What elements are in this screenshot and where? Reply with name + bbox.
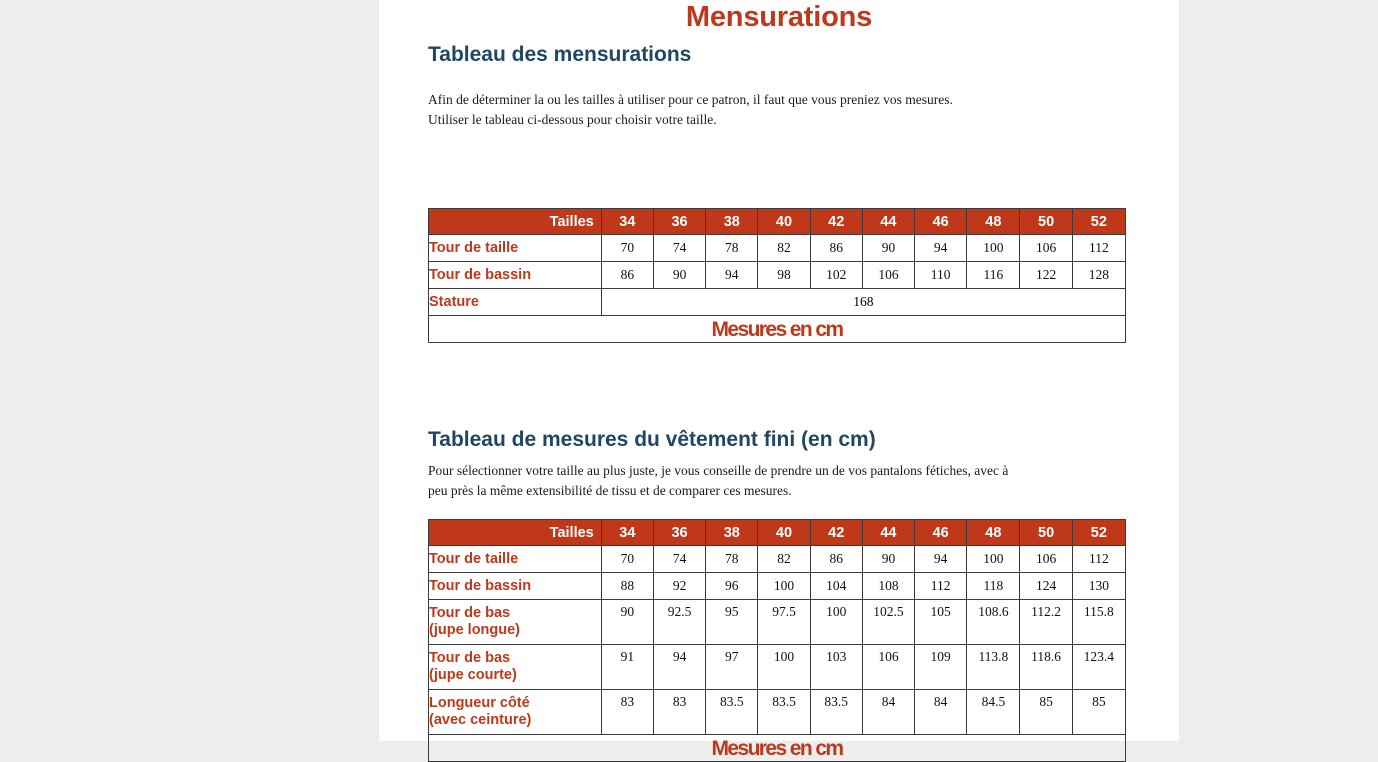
- section-1-intro-line-2: Utiliser le tableau ci-dessous pour choisir votre taille.: [428, 112, 717, 127]
- cell: 90: [862, 235, 914, 262]
- section-2-intro-line-1: Pour sélectionner votre taille au plus juste, je vous conseille de prendre un de vos pantalons fétiches, avec à: [428, 463, 1009, 478]
- cell: 128: [1072, 262, 1125, 289]
- section-2-intro: [428, 461, 1068, 501]
- size-header: 42: [810, 209, 862, 235]
- cell: 106: [862, 262, 914, 289]
- row-label-stature: Stature: [429, 289, 602, 316]
- cell: 106: [862, 645, 914, 690]
- cell: 124: [1020, 573, 1072, 600]
- spacer: [379, 343, 1179, 419]
- size-header: 34: [601, 520, 653, 546]
- cell: 70: [601, 235, 653, 262]
- cell: 112: [1072, 235, 1125, 262]
- cell: 108: [862, 573, 914, 600]
- size-header: 38: [706, 520, 758, 546]
- size-header: 46: [915, 209, 967, 235]
- cell: 95: [706, 600, 758, 645]
- cell: 110: [915, 262, 967, 289]
- table-footer: [429, 735, 1126, 762]
- cell: 96: [706, 573, 758, 600]
- size-header: 52: [1072, 520, 1125, 546]
- row-label: Tour de bassin: [429, 573, 602, 600]
- cell: 103: [810, 645, 862, 690]
- cell: 84: [915, 690, 967, 735]
- cell: 74: [653, 235, 705, 262]
- cell: 90: [653, 262, 705, 289]
- size-header: 40: [758, 209, 810, 235]
- cell: 106: [1020, 235, 1072, 262]
- cell: 84: [862, 690, 914, 735]
- cell: 100: [758, 645, 810, 690]
- cell: 122: [1020, 262, 1072, 289]
- section-2-heading: Tableau de mesures du vêtement fini (en cm): [428, 428, 876, 451]
- section-2-intro-line-2: peu près la même extensibilité de tissu et de comparer ces mesures.: [428, 483, 792, 498]
- table-row: [429, 645, 1126, 690]
- cell: 97: [706, 645, 758, 690]
- cell: 118: [967, 573, 1020, 600]
- page-title: Mensurations: [685, 1, 873, 33]
- row-label-line-1: Longueur côté: [429, 695, 530, 711]
- size-header: 44: [862, 209, 914, 235]
- cell: 78: [706, 546, 758, 573]
- table-footer-label: Mesures en cm: [711, 737, 843, 760]
- cell: 83: [653, 690, 705, 735]
- size-header: 46: [915, 520, 967, 546]
- cell: 83: [601, 690, 653, 735]
- table-header-row: [429, 520, 1126, 546]
- cell: 130: [1072, 573, 1125, 600]
- cell: 104: [810, 573, 862, 600]
- cell: 100: [810, 600, 862, 645]
- table-row: [429, 262, 1126, 289]
- size-header: 36: [653, 520, 705, 546]
- row-label-line-2: (avec ceinture): [429, 712, 532, 728]
- stature-value: 168: [601, 289, 1125, 316]
- cell: 109: [915, 645, 967, 690]
- size-header: 36: [653, 209, 705, 235]
- size-header: 38: [706, 209, 758, 235]
- size-header: 44: [862, 520, 914, 546]
- cell: 112: [915, 573, 967, 600]
- row-label: Tour de bassin: [429, 262, 602, 289]
- cell: 90: [601, 600, 653, 645]
- cell: 86: [810, 546, 862, 573]
- cell: 118.6: [1020, 645, 1072, 690]
- cell: 115.8: [1072, 600, 1125, 645]
- cell: 82: [758, 235, 810, 262]
- cell: 83.5: [810, 690, 862, 735]
- size-header: 48: [967, 520, 1020, 546]
- cell: 70: [601, 546, 653, 573]
- cell: 88: [601, 573, 653, 600]
- cell: 106: [1020, 546, 1072, 573]
- row-label: [429, 645, 602, 690]
- size-header: 48: [967, 209, 1020, 235]
- cell: 97.5: [758, 600, 810, 645]
- cell: 83.5: [758, 690, 810, 735]
- cell: 112.2: [1020, 600, 1072, 645]
- size-header: 52: [1072, 209, 1125, 235]
- cell: 113.8: [967, 645, 1020, 690]
- section-1-intro-line-1: Afin de déterminer la ou les tailles à utiliser pour ce patron, il faut que vous preniez vos mesures.: [428, 92, 953, 107]
- row-label-line-2: (jupe longue): [429, 622, 521, 638]
- mensurations-table: [428, 208, 1126, 343]
- table-row: [429, 690, 1126, 735]
- table-footer-row: [429, 735, 1126, 762]
- cell: 92: [653, 573, 705, 600]
- cell: 78: [706, 235, 758, 262]
- cell: 100: [967, 546, 1020, 573]
- size-header: 50: [1020, 209, 1072, 235]
- size-header: 34: [601, 209, 653, 235]
- cell: 105: [915, 600, 967, 645]
- table-row: [429, 600, 1126, 645]
- cell: 100: [967, 235, 1020, 262]
- section-1-intro: [428, 90, 1068, 130]
- cell: 84.5: [967, 690, 1020, 735]
- cell: 85: [1072, 690, 1125, 735]
- cell: 94: [915, 235, 967, 262]
- cell: 94: [653, 645, 705, 690]
- cell: 94: [706, 262, 758, 289]
- vetement-fini-table: [428, 519, 1126, 762]
- cell: 90: [862, 546, 914, 573]
- row-label: [429, 600, 602, 645]
- cell: 86: [601, 262, 653, 289]
- cell: 86: [810, 235, 862, 262]
- cell: 74: [653, 546, 705, 573]
- row-label-line-2: (jupe courte): [429, 667, 517, 683]
- table-row-stature: [429, 289, 1126, 316]
- row-label: [429, 690, 602, 735]
- cell: 108.6: [967, 600, 1020, 645]
- cell: 102.5: [862, 600, 914, 645]
- table-corner-label: Tailles: [429, 520, 602, 546]
- cell: 100: [758, 573, 810, 600]
- document-page: [379, 0, 1179, 760]
- cell: 82: [758, 546, 810, 573]
- table-header-row: [429, 209, 1126, 235]
- table-footer: [429, 316, 1126, 343]
- cell: 116: [967, 262, 1020, 289]
- table-footer-row: [429, 316, 1126, 343]
- table-corner-label: Tailles: [429, 209, 602, 235]
- spacer: [379, 501, 1179, 519]
- cell: 112: [1072, 546, 1125, 573]
- size-header: 50: [1020, 520, 1072, 546]
- table-row: [429, 546, 1126, 573]
- cell: 91: [601, 645, 653, 690]
- cell: 83.5: [706, 690, 758, 735]
- cell: 102: [810, 262, 862, 289]
- row-label: Tour de taille: [429, 235, 602, 262]
- size-header: 42: [810, 520, 862, 546]
- row-label: Tour de taille: [429, 546, 602, 573]
- cell: 92.5: [653, 600, 705, 645]
- cell: 85: [1020, 690, 1072, 735]
- cell: 123.4: [1072, 645, 1125, 690]
- cell: 98: [758, 262, 810, 289]
- section-1-heading: Tableau des mensurations: [428, 43, 692, 66]
- table-row: [429, 573, 1126, 600]
- size-header: 40: [758, 520, 810, 546]
- row-label-line-1: Tour de bas: [429, 605, 511, 621]
- spacer: [379, 130, 1179, 208]
- cell: 94: [915, 546, 967, 573]
- table-footer-label: Mesures en cm: [711, 318, 843, 341]
- row-label-line-1: Tour de bas: [429, 650, 511, 666]
- table-row: [429, 235, 1126, 262]
